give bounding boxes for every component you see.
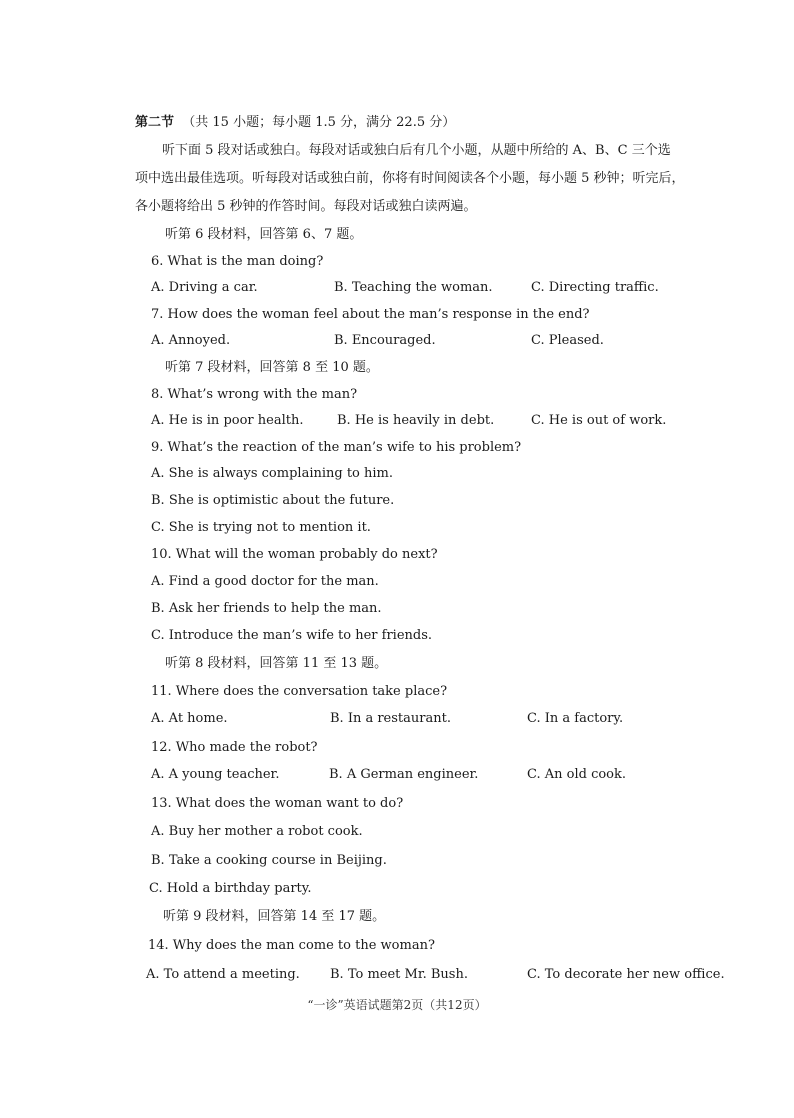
q8-option-a: A. He is in poor health. <box>151 413 304 428</box>
question-14: 14. Why does the man come to the woman? <box>148 938 435 953</box>
q9-option-a: A. She is always complaining to him. <box>151 466 394 481</box>
q13-option-b: B. Take a cooking course in Beijing. <box>151 853 387 868</box>
q12-option-a: A. A young teacher. <box>151 767 280 782</box>
question-9: 9. What’s the reaction of the man’s wife to his problem? <box>151 440 522 455</box>
q6-option-a: A. Driving a car. <box>151 280 258 295</box>
passage-8-header: 听第 8 段材料，回答第 11 至 13 题。 <box>165 656 388 671</box>
q10-option-b: B. Ask her friends to help the man. <box>151 601 382 616</box>
question-7: 7. How does the woman feel about the man’s response in the end? <box>151 307 590 322</box>
passage-6-header: 听第 6 段材料，回答第 6、7 题。 <box>165 227 363 242</box>
question-10: 10. What will the woman probably do next? <box>151 547 438 562</box>
question-11: 11. Where does the conversation take place? <box>151 684 448 699</box>
passage-9-header: 听第 9 段材料，回答第 14 至 17 题。 <box>163 909 386 924</box>
section-title: 第二节 <box>135 115 175 130</box>
q9-option-c: C. She is trying not to mention it. <box>151 520 371 535</box>
q8-option-b: B. He is heavily in debt. <box>337 413 495 428</box>
q13-option-c: C. Hold a birthday party. <box>149 881 312 896</box>
instruction-line-2: 项中选出最佳选项。听每段对话或独白前，你将有时间阅读各个小题，每小题 5 秒钟；听完后， <box>135 171 685 186</box>
q14-option-a: A. To attend a meeting. <box>146 967 300 982</box>
question-8: 8. What’s wrong with the man? <box>151 387 358 402</box>
q9-option-b: B. She is optimistic about the future. <box>151 493 395 508</box>
page-footer: “一诊”英语试题第2页（共12页） <box>307 998 487 1012</box>
q6-option-c: C. Directing traffic. <box>531 280 659 295</box>
q12-option-c: C. An old cook. <box>527 767 627 782</box>
q6-option-b: B. Teaching the woman. <box>334 280 493 295</box>
q7-option-b: B. Encouraged. <box>334 333 436 348</box>
question-6: 6. What is the man doing? <box>151 254 324 269</box>
q10-option-c: C. Introduce the man’s wife to her friends. <box>151 628 433 643</box>
q11-option-a: A. At home. <box>151 711 228 726</box>
q7-option-c: C. Pleased. <box>531 333 604 348</box>
q11-option-c: C. In a factory. <box>527 711 624 726</box>
passage-7-header: 听第 7 段材料，回答第 8 至 10 题。 <box>165 360 379 375</box>
question-12: 12. Who made the robot? <box>151 740 318 755</box>
instruction-line-3: 各小题将给出 5 秒钟的作答时间。每段对话或独白读两遍。 <box>135 199 477 214</box>
section-subtitle: （共 15 小题；每小题 1.5 分，满分 22.5 分） <box>182 115 456 130</box>
q13-option-a: A. Buy her mother a robot cook. <box>151 824 363 839</box>
q12-option-b: B. A German engineer. <box>329 767 479 782</box>
q7-option-a: A. Annoyed. <box>151 333 231 348</box>
q11-option-b: B. In a restaurant. <box>330 711 451 726</box>
question-13: 13. What does the woman want to do? <box>151 796 404 811</box>
q10-option-a: A. Find a good doctor for the man. <box>151 574 379 589</box>
instruction-line-1: 听下面 5 段对话或独白。每段对话或独白后有几个小题，从题中所给的 A、B、C 三个选 <box>162 143 671 158</box>
q8-option-c: C. He is out of work. <box>531 413 667 428</box>
q14-option-c: C. To decorate her new office. <box>527 967 725 982</box>
section-heading <box>135 114 455 132</box>
q14-option-b: B. To meet Mr. Bush. <box>330 967 468 982</box>
